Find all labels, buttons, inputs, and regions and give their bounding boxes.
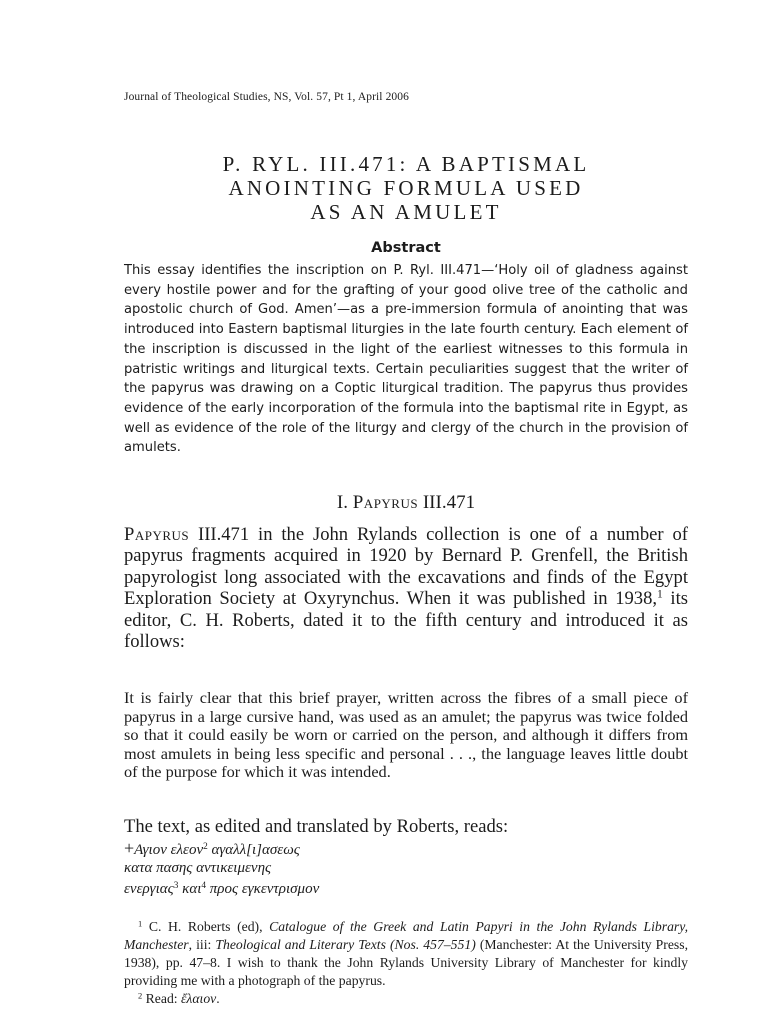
body-paragraph [124, 524, 688, 652]
footnote-ref-3[interactable]: 3 [173, 880, 179, 891]
footnote-text: C. H. Roberts (ed), [142, 919, 270, 934]
footnote-greek: ἔλαιον [181, 991, 217, 1006]
journal-citation: Journal of Theological Studies, NS, Vol. 57, Pt 1, April 2006 [124, 91, 409, 103]
section-heading [124, 492, 688, 514]
greek-text: προς εγκεντρισμον [206, 881, 320, 897]
footnote-ref-2[interactable]: 2 [203, 841, 208, 852]
block-quote: It is fairly clear that this brief prayer, written across the fibres of a small piece of papyrus in a large cursive hand, was used as an amulet; the papyrus was twice folded so that it could easily be worn or carried on the person, and although it differs from most amulets in being less specific and personal . . ., the language leaves little doubt of the purpose for which it was intended. [124, 688, 688, 782]
footnote-number: 1 [138, 918, 143, 929]
footnote-text: . [216, 991, 220, 1006]
paragraph-lead: Papyrus [124, 524, 190, 545]
article-title [100, 152, 712, 224]
greek-text: και [178, 881, 202, 897]
greek-line-1 [124, 838, 688, 859]
footnote-text: , iii: [188, 937, 216, 952]
abstract-heading: Abstract [371, 240, 441, 256]
abstract-body: This essay identifies the inscription on P. Ryl. III.471—‘Holy oil of gladness against every hostile power and for the grafting of your good olive tree of the catholic and apostolic church of God. Amen’—as a pre-immersion formula of anointing that was introduced into Eastern baptismal liturgies in the late fourth century. Each element of the inscription is discussed in the light of the earliest witnesses to this formula in patristic writings and liturgical texts. Certain peculiarities suggest that the writer of the papyrus was drawing on a Coptic liturgical tradition. The papyrus thus provides evidence of the early incorporation of the formula into the baptismal rite in Egypt, as well as evidence of the role of the liturgy and clergy of the church in the provision of amulets. [124, 263, 688, 456]
title-line-1: P. RYL. III.471: A BAPTISMAL [222, 152, 590, 176]
greek-text: Αγιον ελεον [134, 842, 204, 858]
greek-text: ενεργιας [124, 881, 174, 897]
title-line-2: ANOINTING FORMULA USED [228, 176, 584, 200]
footnote-book-title: Catalogue of the Greek and Latin Papyri in the John Rylands Library, Manchester [124, 919, 688, 952]
section-title: Papyrus [352, 492, 419, 513]
title-line-3: AS AN AMULET [310, 200, 502, 224]
footnote-volume-title: Theological and Literary Texts (Nos. 457–551) [215, 937, 476, 952]
footnote-number: 2 [138, 990, 143, 1001]
greek-text: αγαλλ[ι]ασεως [207, 842, 300, 858]
footnote-ref-4[interactable]: 4 [201, 880, 207, 891]
paragraph-text-a: III.471 in the John Rylands collection is one of a number of papyrus fragments acquired in 1920 by Bernard P. Grenfell, the British papyrologist long associated with the excavations and finds of the Egypt Exploration Society at Oxyrynchus. When it was published in 1938, [124, 524, 688, 610]
footnote-text: (Manchester: At the University Press, 1938), pp. 47–8. I wish to thank the John Rylands University Library of Manchester for kindly providing me with a photograph of the papyrus. [124, 937, 688, 988]
section-title-number: III.471 [422, 492, 476, 513]
footnote-1 [124, 918, 688, 990]
paragraph-text-b: its editor, C. H. Roberts, dated it to the fifth century and introduced it as follows: [124, 588, 689, 653]
footnote-ref-1[interactable]: 1 [657, 588, 663, 601]
greek-line-3 [124, 881, 688, 898]
cross-symbol: + [124, 838, 135, 858]
section-number: I. [336, 492, 348, 513]
footnote-text: Read: [142, 991, 182, 1006]
greek-line-2: κατα πασης αντικειμενης [124, 860, 272, 876]
footnotes [124, 918, 688, 1008]
footnote-2 [124, 990, 688, 1008]
text-intro: The text, as edited and translated by Roberts, reads: [124, 816, 509, 837]
